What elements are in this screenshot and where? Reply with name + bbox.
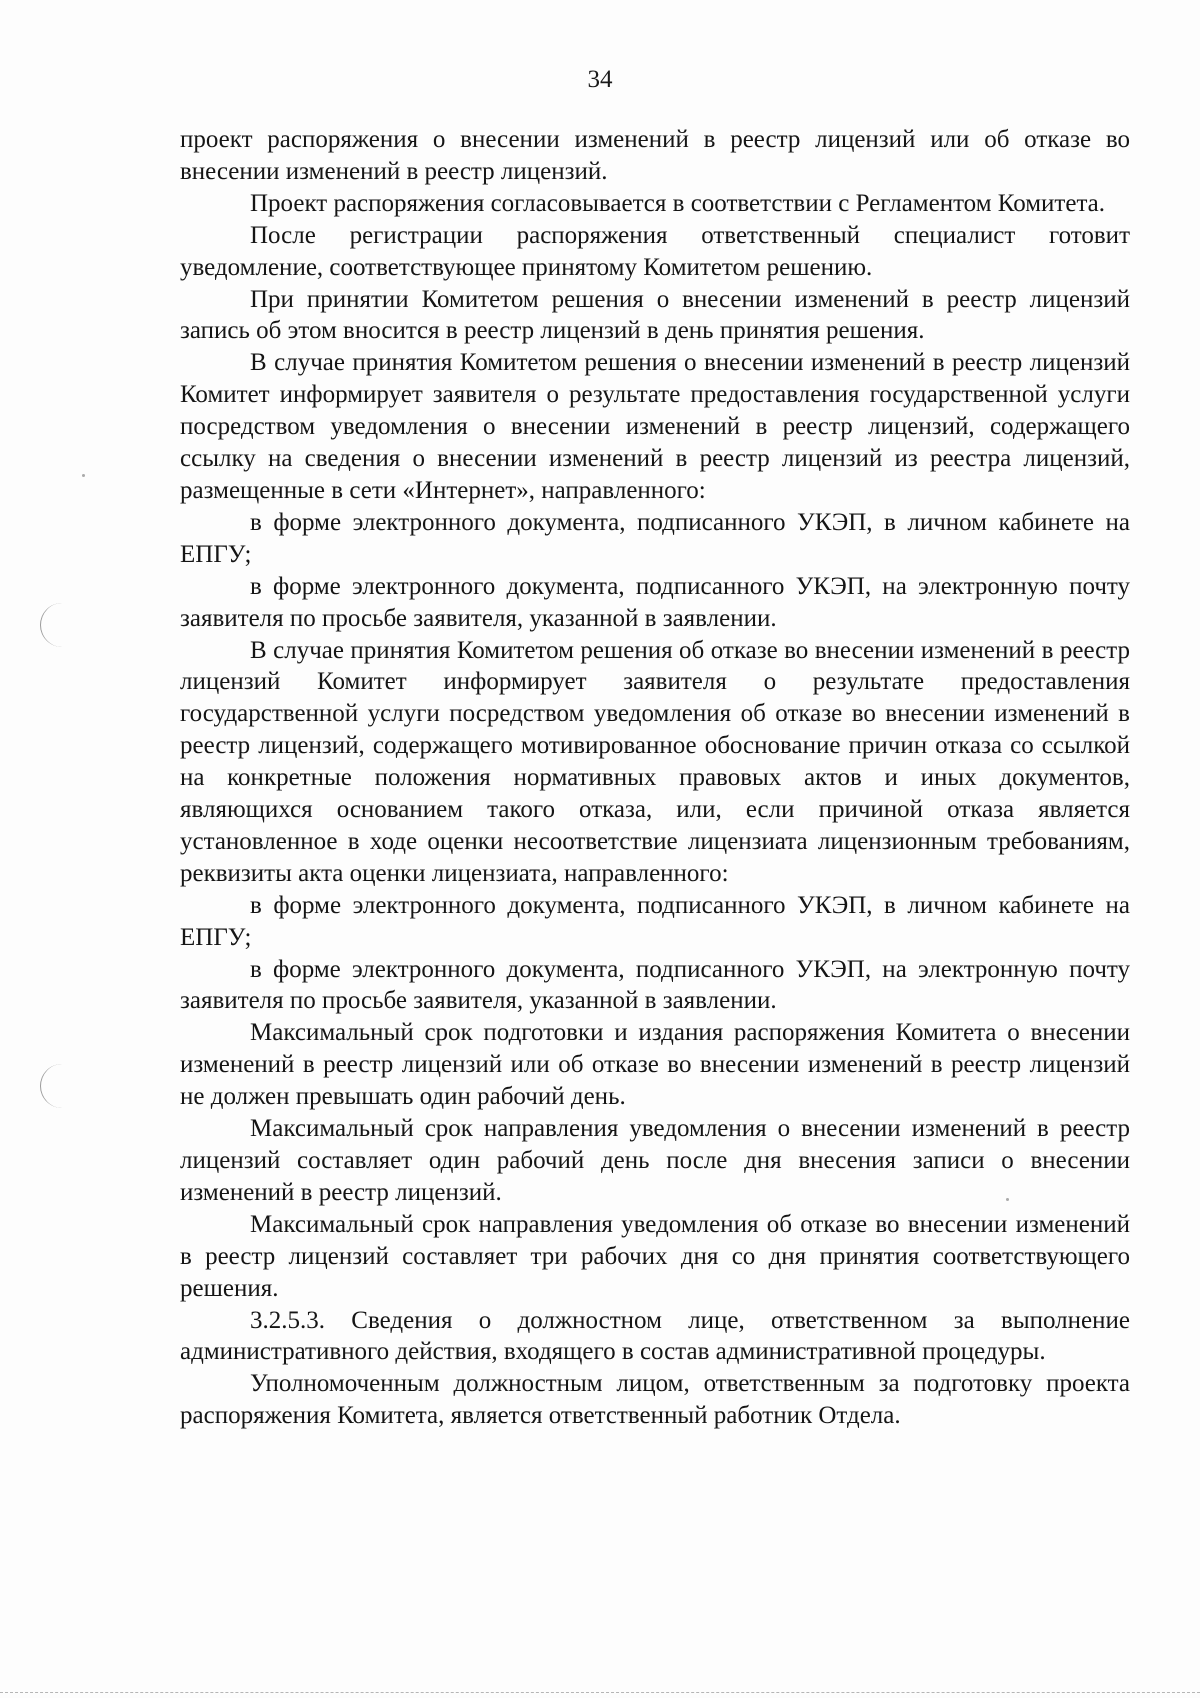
paragraph-list-item: в форме электронного документа, подписанного УКЭП, в личном кабинете на ЕПГУ; bbox=[180, 891, 1130, 951]
scan-speck bbox=[1006, 1198, 1009, 1201]
scan-speck bbox=[82, 474, 85, 477]
paragraph-section-heading: 3.2.5.3. Сведения о должностном лице, ответственном за выполнение административного действия, входящего в состав административной процедуры. bbox=[180, 1306, 1130, 1366]
binding-hole-mark bbox=[40, 603, 63, 647]
paragraph: Максимальный срок направления уведомления об отказе во внесении изменений в реестр лицензий составляет три рабочих дня со дня принятия соответствующего решения. bbox=[180, 1210, 1130, 1302]
paragraph-list-item: в форме электронного документа, подписанного УКЭП, в личном кабинете на ЕПГУ; bbox=[180, 508, 1130, 568]
page-number: 34 bbox=[587, 66, 613, 93]
paragraph: Максимальный срок подготовки и издания распоряжения Комитета о внесении изменений в реестр лицензий или об отказе во внесении изменений в реестр лицензий не должен превышать один рабочий день. bbox=[180, 1019, 1130, 1111]
paragraph: Уполномоченным должностным лицом, ответственным за подготовку проекта распоряжения Комитета, является ответственный работник Отдела. bbox=[180, 1370, 1130, 1430]
paragraph-list-item: в форме электронного документа, подписанного УКЭП, на электронную почту заявителя по просьбе заявителя, указанной в заявлении. bbox=[180, 955, 1130, 1015]
paragraph: Максимальный срок направления уведомления о внесении изменений в реестр лицензий составляет один рабочий день после дня внесения записи о внесении изменений в реестр лицензий. bbox=[180, 1115, 1130, 1206]
scan-bottom-edge bbox=[0, 1692, 1200, 1693]
paragraph-continuation: проект распоряжения о внесении изменений в реестр лицензий или об отказе во внесении изменений в реестр лицензий. bbox=[180, 126, 1130, 185]
paragraph: После регистрации распоряжения ответственный специалист готовит уведомление, соответствующее принятому Комитетом решению. bbox=[180, 221, 1130, 281]
paragraph: При принятии Комитетом решения о внесении изменений в реестр лицензий запись об этом вносится в реестр лицензий в день принятия решения. bbox=[180, 285, 1130, 345]
paragraph: В случае принятия Комитетом решения об отказе во внесении изменений в реестр лицензий Комитет информирует заявителя о результате предоставления государственной услуги посредством уведомления об отказе во внесении изменений в реестр лицензий, содержащего мотивированное обоснование причин отказа со ссылкой на конкретные положения нормативных правовых актов и иных документов, являющихся основанием такого отказа, или, если причиной отказа является установленное в ходе оценки несоответствие лицензиата лицензионным требованиям, реквизиты акта оценки лицензиата, направленного: bbox=[180, 636, 1130, 887]
paragraph: В случае принятия Комитетом решения о внесении изменений в реестр лицензий Комитет информирует заявителя о результате предоставления государственной услуги посредством уведомления о внесении изменений в реестр лицензий, содержащего ссылку на сведения о внесении изменений в реестр лицензий из реестра лицензий, размещенные в сети «Интернет», направленного: bbox=[180, 349, 1130, 504]
document-body bbox=[180, 124, 1130, 1432]
binding-hole-mark bbox=[40, 1064, 63, 1108]
paragraph: Проект распоряжения согласовывается в соответствии с Регламентом Комитета. bbox=[250, 189, 1106, 217]
paragraph-list-item: в форме электронного документа, подписанного УКЭП, на электронную почту заявителя по просьбе заявителя, указанной в заявлении. bbox=[180, 572, 1130, 632]
